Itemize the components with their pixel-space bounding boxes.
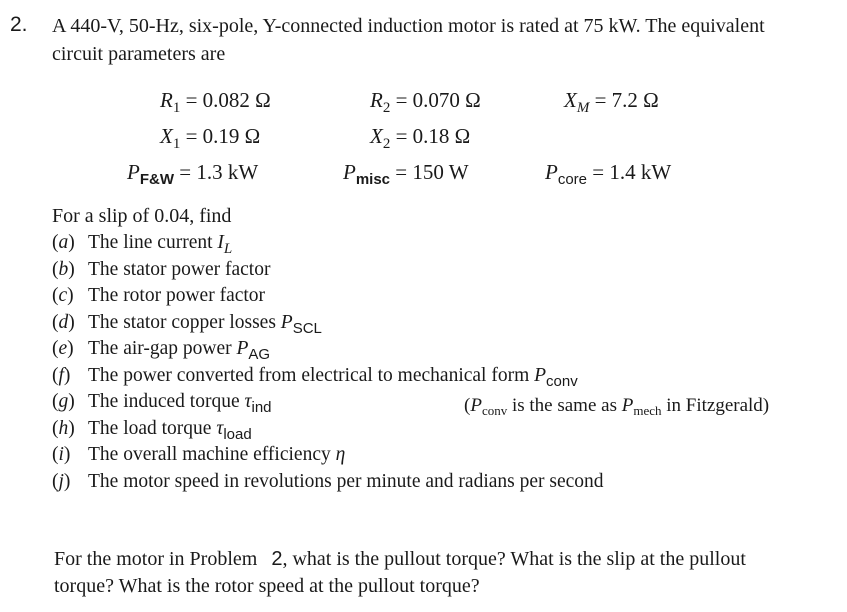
list-item: (g) The induced torque $\tau_{ind}$ <box>52 391 272 416</box>
task-lead: For a slip of 0.04, find <box>52 205 232 227</box>
param-pcore: $P_{core} = 1.4$ kW <box>545 160 672 188</box>
param-pfw: $P_{F\&W} = 1.3$ kW <box>127 160 259 188</box>
param-pmisc: $P_{misc} = 150$ W <box>343 160 469 188</box>
list-item: (e) The air-gap power $P_{AG}$ <box>52 338 271 363</box>
list-item: (j) The motor speed in revolutions per minute and radians per second <box>52 471 604 492</box>
intro-line-1: A 440-V, 50-Hz, six-pole, Y-connected induction motor is rated at 75 kW. The equivalent <box>52 15 765 37</box>
list-item: (h) The load torque $\tau_{load}$ <box>52 418 252 443</box>
problem-number: 2. <box>10 13 28 36</box>
param-x1: $X_1 = 0.19$ Ω <box>160 124 261 152</box>
follow-up-line-1: For the motor in Problem 2, what is the pullout torque? What is the slip at the pullout <box>54 548 746 570</box>
follow-up-line-2: torque? What is the rotor speed at the pullout torque? <box>54 575 480 597</box>
list-item: (b) The stator power factor <box>52 259 271 280</box>
param-r1: $R_1 = 0.082$ Ω <box>160 88 271 116</box>
list-item: (f) The power converted from electrical to mechanical form $P_{conv}$ <box>52 365 578 390</box>
param-xm: $X_M = 7.2$ Ω <box>564 88 659 116</box>
list-item: (d) The stator copper losses $P_{SCL}$ <box>52 312 322 337</box>
param-r2: $R_2 = 0.070$ Ω <box>370 88 481 116</box>
list-item: (c) The rotor power factor <box>52 285 266 306</box>
fitzgerald-note: ($P_{conv}$ is the same as $P_{mech}$ in Fitzgerald) <box>464 395 770 418</box>
list-item: (a) The line current $I_L$ <box>52 232 233 257</box>
list-item: (i) The overall machine efficiency η <box>52 444 346 465</box>
follow-up-problem <box>54 546 746 600</box>
param-x2: $X_2 = 0.18$ Ω <box>370 124 471 152</box>
intro-line-2: circuit parameters are <box>52 43 226 65</box>
problem-intro <box>52 12 765 68</box>
